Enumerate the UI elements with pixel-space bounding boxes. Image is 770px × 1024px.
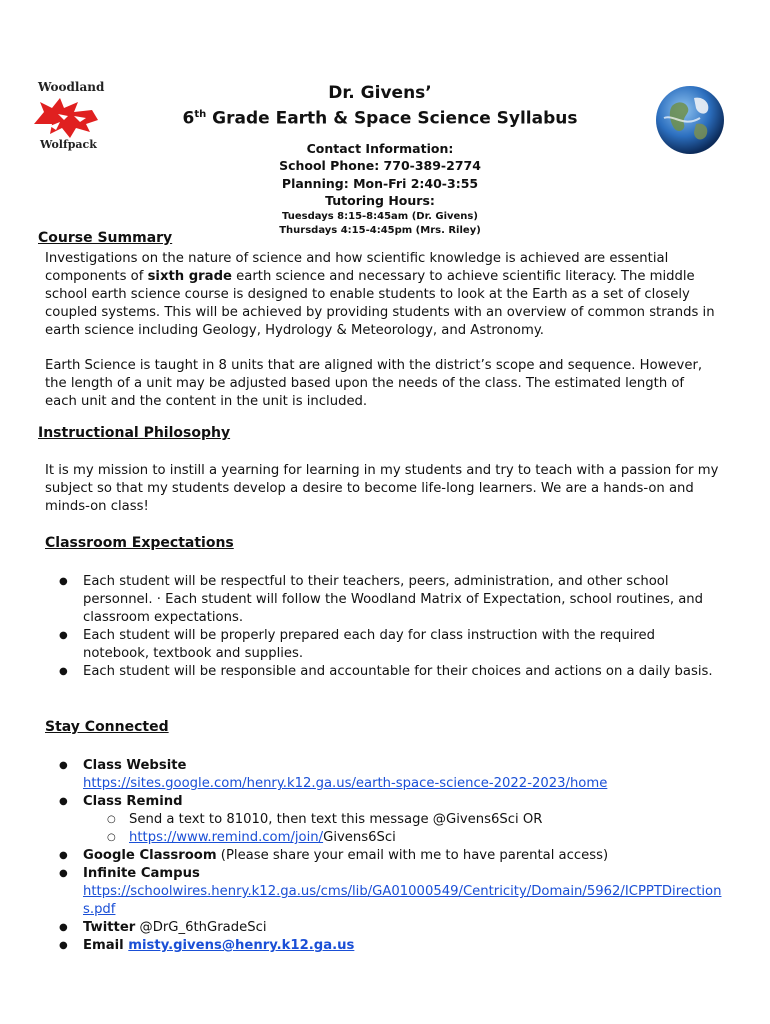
title-rest: Grade Earth & Space Science Syllabus xyxy=(206,108,578,129)
course-summary-paragraph-1 xyxy=(45,250,725,340)
email-label: Email xyxy=(83,938,129,953)
planning-hours: Planning: Mon-Fri 2:40-3:55 xyxy=(281,175,479,191)
tutoring-thursday: Thursdays 4:15-4:45pm (Mrs. Riley) xyxy=(279,224,481,236)
course-summary-paragraph-2: Earth Science is taught in 8 units that are aligned with the district’s scope and sequence. However, the length of a unit may be adjusted based upon the needs of the class. The estimated length of each unit and the content in the unit is included. xyxy=(45,358,703,409)
philosophy-heading: Instructional Philosophy xyxy=(38,425,231,441)
website-link[interactable]: https://sites.google.com/henry.k12.ga.us/earth-space-science-2022-2023/home xyxy=(83,776,608,791)
title-sup: th xyxy=(194,109,207,120)
philosophy-paragraph: It is my mission to instill a yearning for learning in my students and try to teach with a passion for my subject so that my students develop a desire to become life-long learners. We are a hands-on and minds-on class! xyxy=(45,463,719,514)
list-item-twitter xyxy=(45,919,725,937)
list-item-google-classroom xyxy=(45,847,725,865)
logo-top-text: Woodland xyxy=(38,80,105,94)
twitter-handle: @DrG_6thGradeSci xyxy=(135,920,267,935)
contact-info xyxy=(170,140,590,238)
website-label: ● Class Website xyxy=(83,758,187,773)
list-item-remind xyxy=(45,793,725,847)
stay-connected-heading: Stay Connected xyxy=(45,719,169,735)
tutoring-label: Tutoring Hours: xyxy=(325,193,435,209)
page-title: Dr. Givens’ xyxy=(328,83,432,103)
list-item: ● Each student will be properly prepared each day for class instruction with the required notebook, textbook and supplies. xyxy=(45,627,725,663)
course-summary-heading: Course Summary xyxy=(38,230,173,246)
google-classroom-note: (Please share your email with me to have parental access) xyxy=(216,848,609,863)
list-item-infinite-campus xyxy=(45,865,725,919)
summary-bold: sixth grade xyxy=(147,269,232,284)
remind-code: Givens6Sci xyxy=(323,830,396,845)
remind-label: ● Class Remind xyxy=(83,794,183,809)
list-item: ● Each student will be responsible and accountable for their choices and actions on a daily basis. xyxy=(45,663,725,681)
list-item-website xyxy=(45,757,725,793)
google-classroom-label: Google Classroom xyxy=(83,848,217,863)
wolf-head-icon xyxy=(30,94,102,140)
earth-globe-icon xyxy=(654,84,726,156)
title-grade: 6 xyxy=(182,108,195,129)
remind-link[interactable]: https://www.remind.com/join/ xyxy=(129,830,324,845)
remind-sublist xyxy=(83,811,725,847)
stay-connected-list xyxy=(45,757,725,955)
syllabus-header xyxy=(170,82,590,238)
email-link[interactable]: misty.givens@henry.k12.ga.us xyxy=(128,938,355,953)
tutoring-tuesday: Tuesdays 8:15-8:45am (Dr. Givens) xyxy=(282,210,478,222)
twitter-label: Twitter xyxy=(83,920,136,935)
list-item-email xyxy=(45,937,725,955)
list-item: ● Each student will be respectful to their teachers, peers, administration, and other school personnel. · Each student will follow the Woodland Matrix of Expectation, school routines, and classroom expectations. xyxy=(45,573,725,627)
contact-label: Contact Information: xyxy=(306,140,454,156)
remind-link-item xyxy=(83,829,725,847)
school-phone: School Phone: 770-389-2774 xyxy=(279,158,481,174)
remind-text: ○ Send a text to 81010, then text this message @Givens6Sci OR xyxy=(83,811,725,829)
campus-link[interactable]: https://schoolwires.henry.k12.ga.us/cms/lib/GA01000549/Centricity/Domain/5962/ICPPTDirections.pdf xyxy=(83,884,722,917)
expectations-heading: Classroom Expectations xyxy=(45,535,234,551)
summary-text-b: earth science and necessary to achieve scientific literacy. The middle school earth science course is designed to enable students to look at the Earth as a set of closely coupled systems. This will be achieved by providing students with an overview of common strands in earth science including Geology, Hydrology & Meteorology, and Astronomy. xyxy=(45,269,715,338)
page-subtitle xyxy=(170,104,590,130)
logo-bottom-text: Wolfpack xyxy=(40,138,97,151)
summary-text-a: Investigations on the nature of science and how scientific knowledge is achieved are essential components of xyxy=(45,251,669,284)
campus-label: ● Infinite Campus xyxy=(83,866,200,881)
expectations-list xyxy=(45,573,725,681)
school-logo xyxy=(24,78,110,158)
